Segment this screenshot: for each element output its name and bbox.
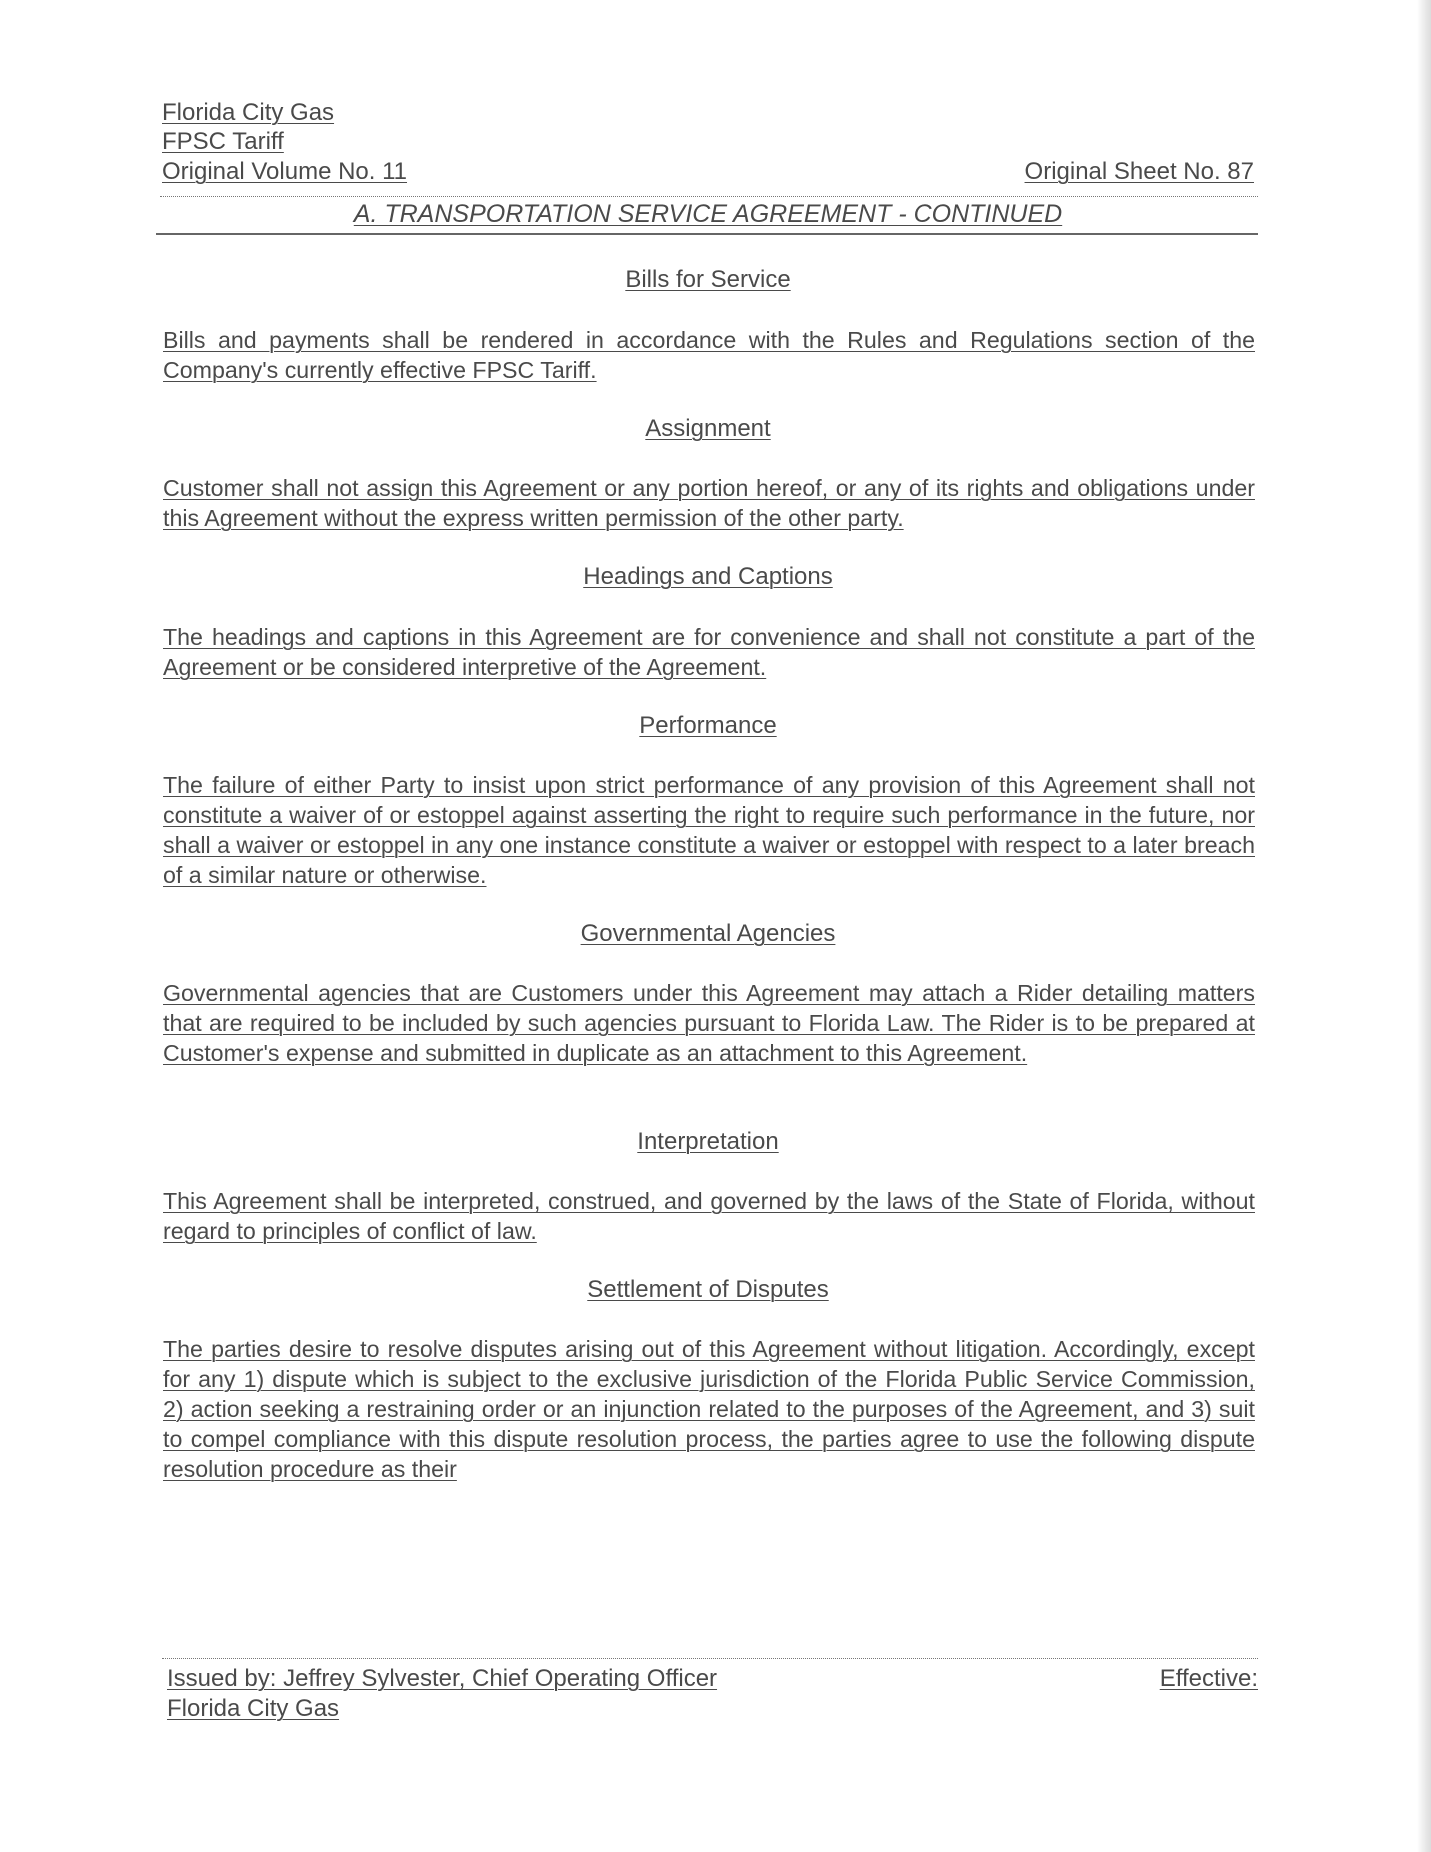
footer-rule bbox=[162, 1658, 1258, 1659]
footer-effective: Effective: bbox=[1159, 1665, 1258, 1692]
section-heading: Governmental Agencies bbox=[580, 920, 836, 947]
section-heading: Headings and Captions bbox=[583, 563, 833, 590]
header-rule bbox=[156, 233, 1258, 235]
section-heading: Settlement of Disputes bbox=[587, 1276, 829, 1303]
section-body: The headings and captions in this Agreement are for convenience and shall not constitute a part of the Agreement or be considered interpretive of the Agreement. bbox=[163, 624, 1255, 680]
footer-company: Florida City Gas bbox=[167, 1695, 340, 1722]
section-body: Bills and payments shall be rendered in accordance with the Rules and Regulations section of the Company's currently effective FPSC Tariff. bbox=[163, 327, 1255, 383]
section-heading: Assignment bbox=[645, 415, 771, 442]
scan-edge-shadow bbox=[1417, 0, 1431, 1852]
header-company: Florida City Gas bbox=[162, 99, 335, 126]
header-tariff: FPSC Tariff bbox=[162, 128, 284, 155]
footer-issued-by: Issued by: Jeffrey Sylvester, Chief Operating Officer bbox=[167, 1665, 718, 1692]
section-heading: Interpretation bbox=[637, 1128, 779, 1155]
section-heading: Performance bbox=[639, 712, 777, 739]
section-body: The failure of either Party to insist upon strict performance of any provision of this Agreement shall not constitute a waiver of or estoppel against asserting the right to require such performance in the future, nor shall a waiver or estoppel in any one instance constitute a waiver or estoppel with respect to a later breach of a similar nature or otherwise. bbox=[163, 772, 1255, 888]
header-sheet-number: Original Sheet No. 87 bbox=[1024, 158, 1254, 185]
section-body: The parties desire to resolve disputes arising out of this Agreement without litigation. Accordingly, except for any 1) dispute which is subject to the exclusive jurisdiction of the Florida Public Service Commission, 2) action seeking a restraining order or an injunction related to the purposes of the Agreement, and 3) suit to compel compliance with this dispute resolution process, the parties agree to use the following dispute resolution procedure as their bbox=[163, 1336, 1255, 1482]
page-title: A. TRANSPORTATION SERVICE AGREEMENT - CONTINUED bbox=[353, 200, 1063, 228]
section-body: Customer shall not assign this Agreement or any portion hereof, or any of its rights and obligations under this Agreement without the express written permission of the other party. bbox=[163, 475, 1255, 531]
header-dotted-rule bbox=[160, 196, 1258, 197]
header-volume: Original Volume No. 11 bbox=[162, 158, 408, 185]
section-heading: Bills for Service bbox=[625, 266, 791, 293]
section-body: Governmental agencies that are Customers under this Agreement may attach a Rider detailing matters that are required to be included by such agencies pursuant to Florida Law. The Rider is to be prepared at Customer's expense and submitted in duplicate as an attachment to this Agreement. bbox=[163, 980, 1255, 1066]
section-body: This Agreement shall be interpreted, construed, and governed by the laws of the State of Florida, without regard to principles of conflict of law. bbox=[163, 1188, 1255, 1244]
